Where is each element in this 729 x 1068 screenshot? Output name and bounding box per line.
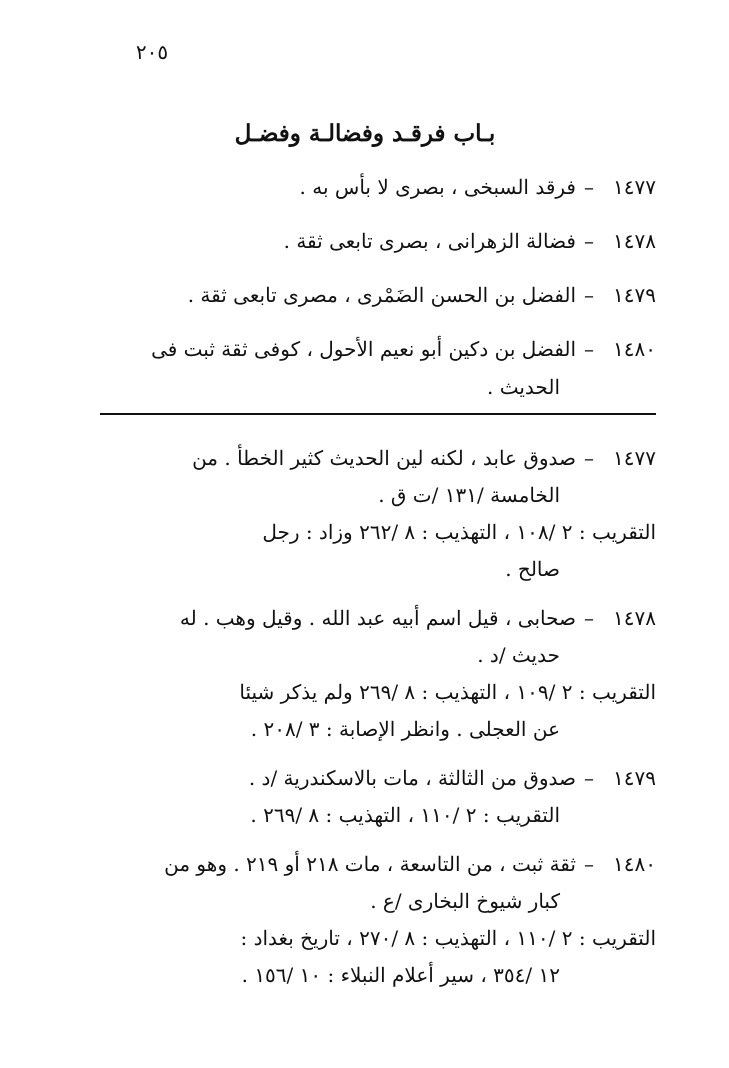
entry-text: فضالة الزهرانى ، بصرى تابعى ثقة . <box>283 229 576 253</box>
dash: – <box>584 852 594 876</box>
footnote-1479 <box>100 760 656 834</box>
entry-number: ١٤٨٠ <box>613 337 656 361</box>
footnote-ref: التقريب : ٢ /١١٠ ، التهذيب : ٨ /٢٦٩ . <box>250 803 560 827</box>
footnote-ref: التقريب : ٢ /١٠٩ ، التهذيب : ٨ /٢٦٩ ولم يذكر شيئا <box>239 680 656 704</box>
entry-1477 <box>100 168 656 206</box>
entry-1480 <box>100 330 656 406</box>
footnote-ref: التقريب : ٢ /١٠٨ ، التهذيب : ٨ /٢٦٢ وزاد : رجل <box>262 520 656 544</box>
footnote-ref: عن العجلى . وانظر الإصابة : ٣ /٢٠٨ . <box>250 717 560 741</box>
entry-1479 <box>100 276 656 314</box>
footnote-line: كبار شيوخ البخارى /ع . <box>370 889 560 913</box>
footnote-ref: ١٢ /٣٥٤ ، سير أعلام النبلاء : ١٠ /١٥٦ . <box>241 963 560 987</box>
footnote-line: صدوق عابد ، لكنه لين الحديث كثير الخطأ . من <box>192 446 576 470</box>
dash: – <box>584 766 594 790</box>
footnote-number: ١٤٨٠ <box>613 852 656 876</box>
entry-text: فرقد السبخى ، بصرى لا بأس به . <box>299 175 576 199</box>
footnote-line: صحابى ، قيل اسم أبيه عبد الله . وقيل وهب . له <box>179 606 576 630</box>
footnote-line: ثقة ثبت ، من التاسعة ، مات ٢١٨ أو ٢١٩ . وهو من <box>164 852 576 876</box>
dash: – <box>584 446 594 470</box>
chapter-heading: بـاب فرقـد وفضالـة وفضـل <box>234 120 496 147</box>
entry-1478 <box>100 222 656 260</box>
footnote-line: الخامسة /١٣١ /ت ق . <box>378 483 560 507</box>
page-number: ٢٠٥ <box>135 40 169 64</box>
entry-number: ١٤٧٧ <box>613 175 656 199</box>
footnote-line: حديث /د . <box>477 643 560 667</box>
dash: – <box>584 337 594 361</box>
dash: – <box>584 175 594 199</box>
footnote-number: ١٤٧٧ <box>613 446 656 470</box>
dash: – <box>584 229 594 253</box>
footnotes <box>100 440 656 1006</box>
footnote-1480 <box>100 846 656 994</box>
entry-text: الفضل بن دكين أبو نعيم الأحول ، كوفى ثقة ثبت فى <box>151 337 576 361</box>
dash: – <box>584 606 594 630</box>
footnote-divider <box>100 413 656 415</box>
footnote-1477 <box>100 440 656 588</box>
dash: – <box>584 283 594 307</box>
entries-list <box>100 168 656 422</box>
entry-text-continued: الحديث . <box>487 375 560 399</box>
entry-text: الفضل بن الحسن الضَمْرى ، مصرى تابعى ثقة . <box>187 283 576 307</box>
footnote-ref: صالح . <box>505 557 560 581</box>
footnote-number: ١٤٧٩ <box>613 766 656 790</box>
footnote-1478 <box>100 600 656 748</box>
footnote-number: ١٤٧٨ <box>613 606 656 630</box>
footnote-line: صدوق من الثالثة ، مات بالاسكندرية /د . <box>248 766 576 790</box>
footnote-ref: التقريب : ٢ /١١٠ ، التهذيب : ٨ /٢٧٠ ، تاريخ بغداد : <box>240 926 656 950</box>
entry-number: ١٤٧٩ <box>613 283 656 307</box>
entry-number: ١٤٧٨ <box>613 229 656 253</box>
